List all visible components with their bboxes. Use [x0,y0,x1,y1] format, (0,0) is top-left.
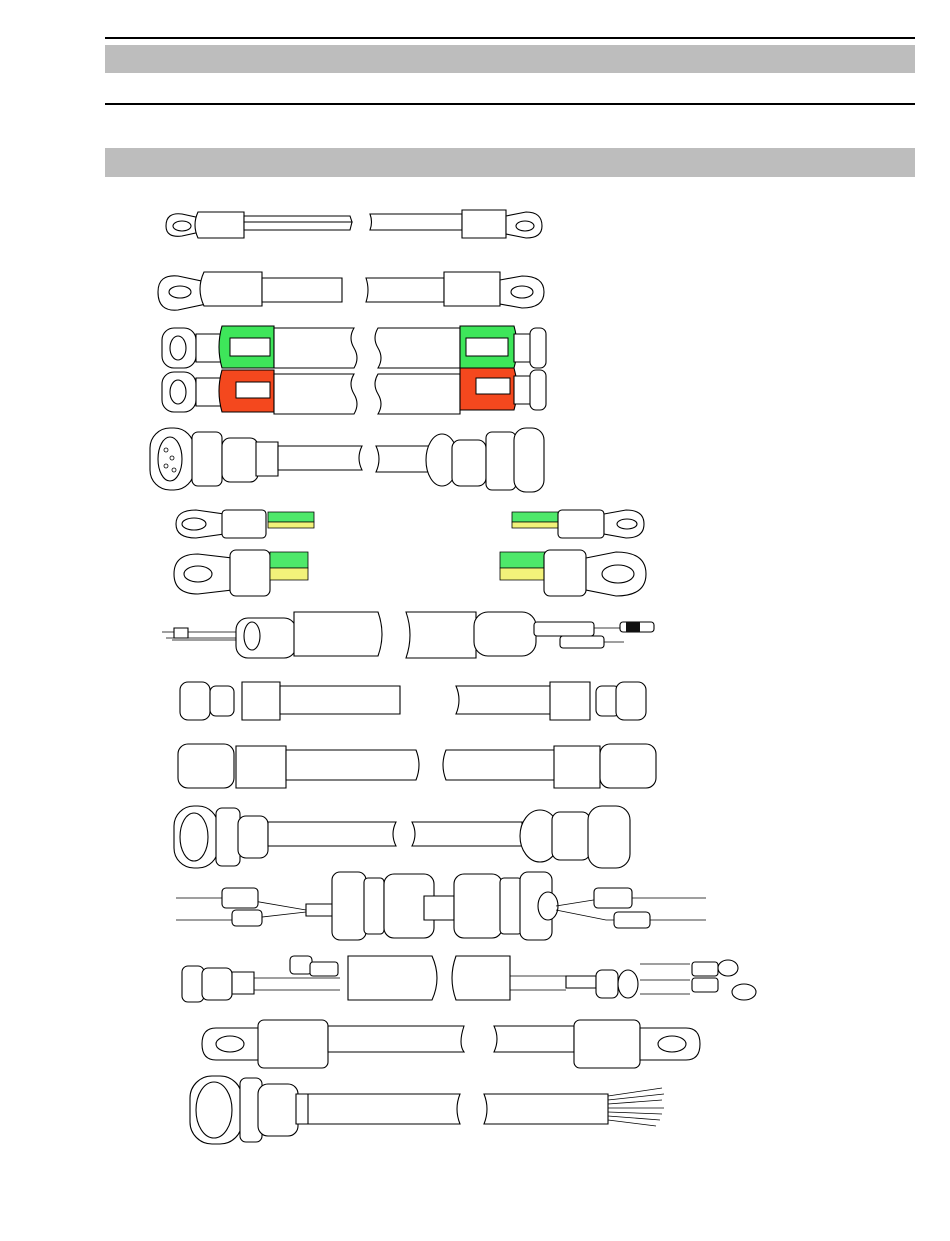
coupling-cable-small [180,682,646,720]
lug-ground-pair-large [174,550,646,596]
lug-ground-pair-small [176,510,644,538]
coupling-cable-large [178,744,656,788]
heavy-lug-cable [202,1020,700,1068]
red-dinse-cable [162,368,546,414]
small-lug-cable [166,210,542,238]
green-dinse-cable [162,326,546,368]
control-cable-assembly [182,956,756,1002]
large-lug-cable [158,272,544,310]
multi-pin-connector-cable [174,806,630,868]
round-connector-cable [150,428,544,492]
gun-end-cable [162,612,654,658]
gland-fitting-assembly [176,872,706,940]
multi-pin-to-bare-wire-cable [190,1076,664,1144]
